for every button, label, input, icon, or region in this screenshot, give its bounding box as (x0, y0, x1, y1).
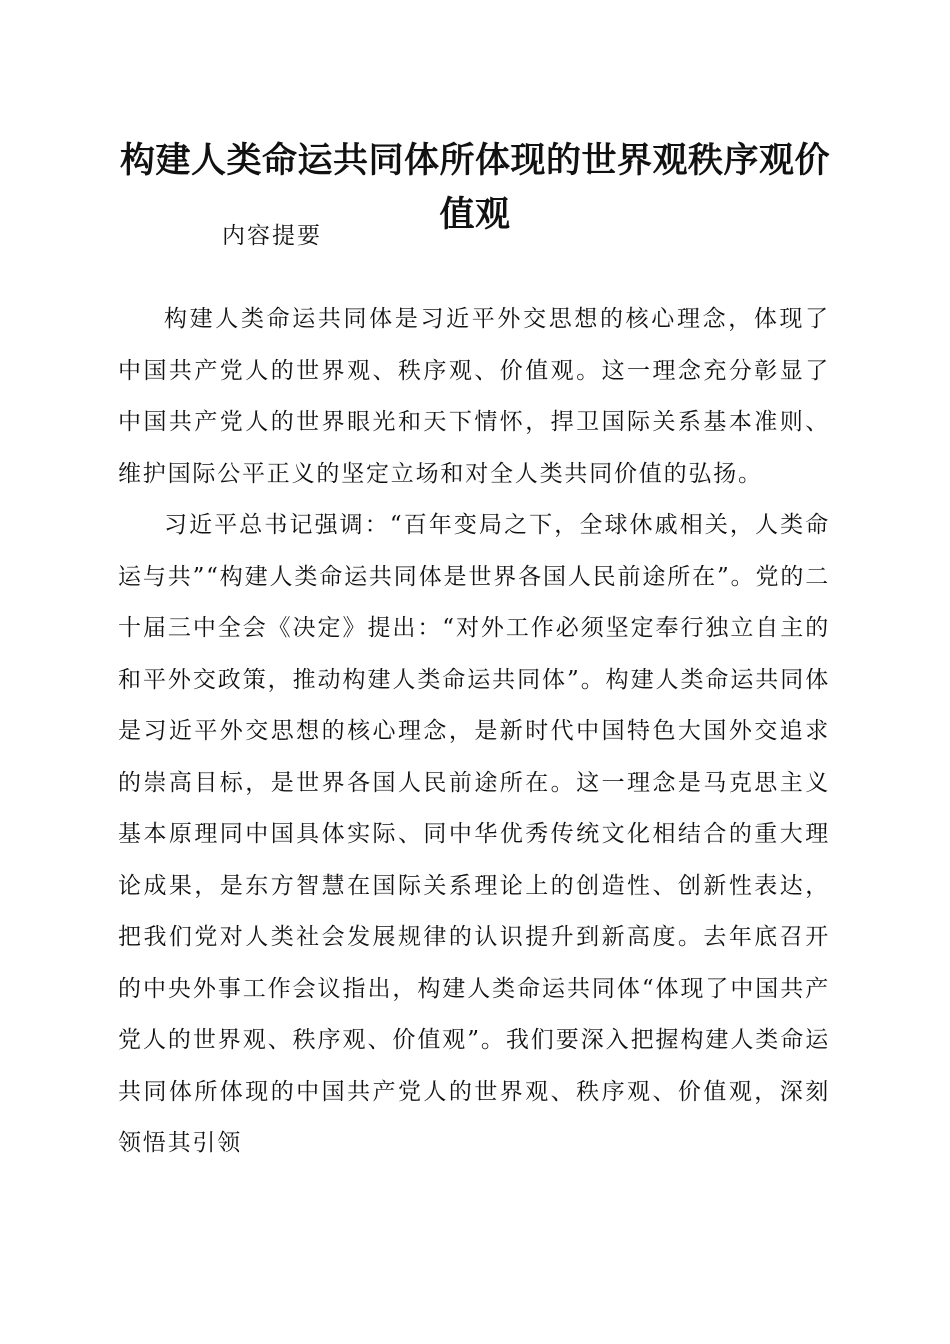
abstract-label: 内容提要 (222, 223, 322, 249)
document-title: 构建人类命运共同体所体现的世界观秩序观价值观 (119, 141, 830, 235)
paragraph-abstract: 构建人类命运共同体是习近平外交思想的核心理念，体现了中国共产党人的世界观、秩序观、价值观。这一理念充分彰显了中国共产党人的世界眼光和天下情怀，捍卫国际关系基本准则、维护国际公平正义的坚定立场和对全人类共同价值的弘扬。 (118, 306, 830, 487)
paragraph-main: 习近平总书记强调：“百年变局之下，全球休戚相关，人类命运与共”“构建人类命运共同体是世界各国人民前途所在”。党的二十届三中全会《决定》提出：“对外工作必须坚定奉行独立自主的和平外交政策，推动构建人类命运共同体”。构建人类命运共同体是习近平外交思想的核心理念，是新时代中国特色大国外交追求的崇高目标，是世界各国人民前途所在。这一理念是马克思主义基本原理同中国具体实际、同中华优秀传统文化相结合的重大理论成果，是东方智慧在国际关系理论上的创造性、创新性表达，把我们党对人类社会发展规律的认识提升到新高度。去年底召开的中央外事工作会议指出，构建人类命运共同体“体现了中国共产党人的世界观、秩序观、价值观”。我们要深入把握构建人类命运共同体所体现的中国共产党人的世界观、秩序观、价值观，深刻领悟其引领 (118, 512, 830, 1156)
document-body (118, 294, 830, 1170)
